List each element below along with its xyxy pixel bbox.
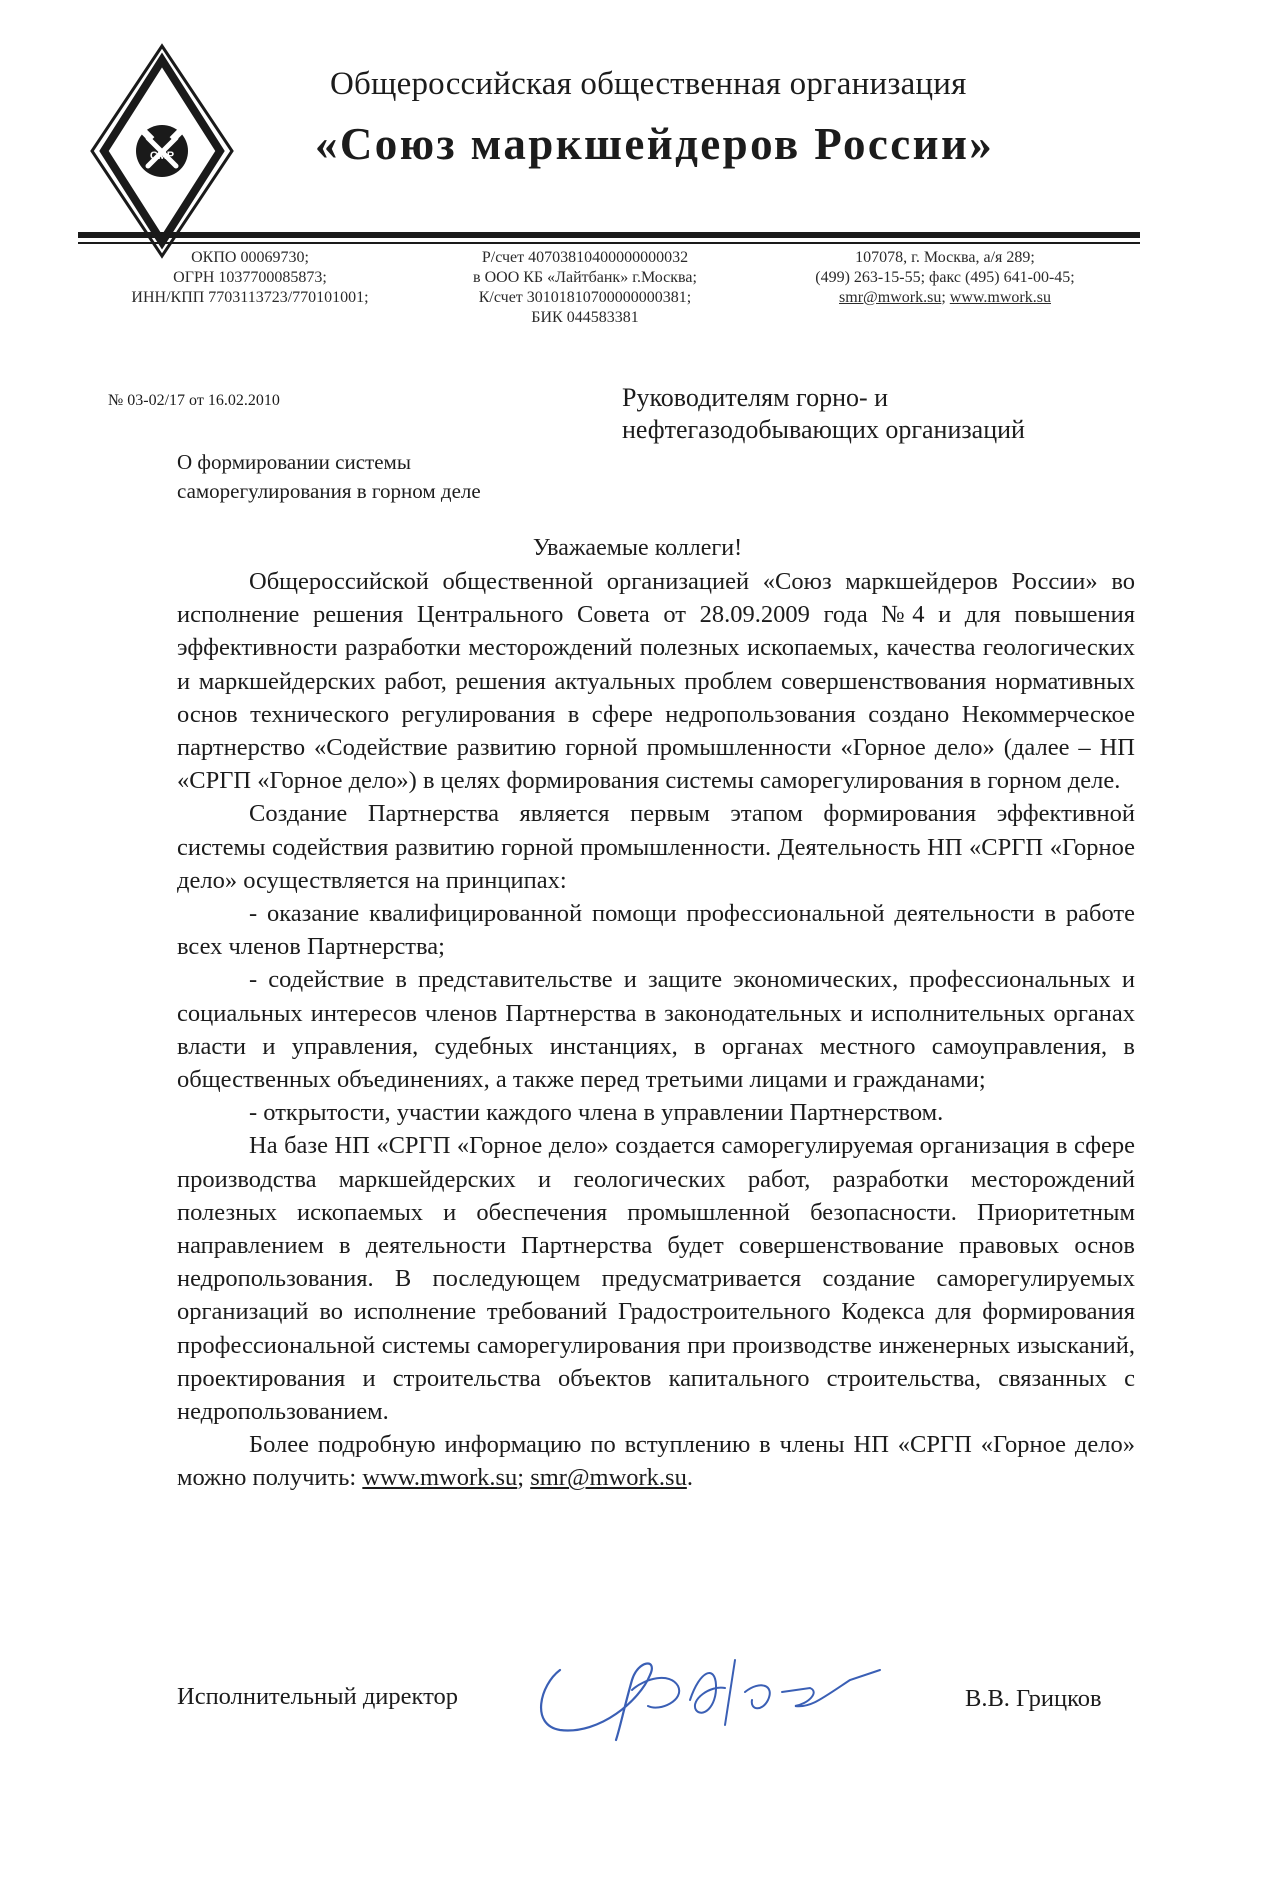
bik-code: БИК 044583381: [531, 309, 639, 326]
contact-info-text: Более подробную информацию по вступлению в члены НП «СРГП «Горное дело» можно получить:: [177, 1431, 1135, 1492]
header-divider: [78, 232, 1140, 238]
link-separator: ;: [517, 1464, 531, 1492]
website-link[interactable]: www.mwork.su: [949, 289, 1051, 306]
paragraph: Общероссийской общественной организацией «Союз маркшейдеров России» во исполнение решения Центрального Совета от 28.09.2009 года №4 и для повышения эффективности разработки месторождений полезных ископаемых, качества геологических и маркшейдерских работ, решения актуальных проблем совершенствования нормативных основ технического регулирования в сфере недропользования создано Некоммерческое партнерство «Содействие развитию горной промышленности «Горное дело» (далее – НП «СРГП «Горное дело») в целях формирования системы саморегулирования в горном деле.: [177, 568, 1135, 795]
signatory-name: В.В. Грицков: [965, 1685, 1102, 1712]
document-number: № 03-02/17 от 16.02.2010: [108, 392, 280, 409]
addressee: [622, 382, 1142, 446]
website-link-body[interactable]: www.mwork.su: [362, 1464, 518, 1492]
addressee-line: Руководителям горно- и: [622, 383, 889, 412]
organization-name: «Союз маркшейдеров России»: [315, 119, 995, 169]
requisites-bank: [440, 248, 730, 328]
requisites-contacts: [775, 248, 1115, 308]
header-divider-thin: [78, 242, 1140, 244]
organization-type: Общероссийская общественная организация: [330, 66, 967, 102]
phone-fax: (499) 263-15-55; факс (495) 641-00-45;: [815, 269, 1075, 286]
subject-line: О формировании системы: [177, 450, 411, 474]
okpo-code: ОКПО 00069730;: [191, 249, 309, 266]
sentence-end: .: [686, 1464, 693, 1492]
requisites-codes: [100, 248, 400, 308]
ogrn-code: ОГРН 1037700085873;: [173, 269, 327, 286]
email-link[interactable]: smr@mwork.su: [839, 289, 942, 306]
postal-address: 107078, г. Москва, а/я 289;: [855, 249, 1035, 266]
addressee-line: нефтегазодобывающих организаций: [622, 415, 1025, 444]
letter-body: [177, 565, 1135, 1495]
logo-monogram: СМР: [149, 150, 175, 162]
principle-item: - содействие в представительстве и защите экономических, профессиональных и социальных интересов членов Партнерства в законодательных и исполнительных органах власти и управления, судебных инстанциях, в органах местного самоуправления, в общественных объединениях, а также перед третьими лицами и гражданами;: [177, 966, 1135, 1094]
contact-links: [775, 288, 1115, 308]
organization-logo: [88, 42, 236, 260]
paragraph: На базе НП «СРГП «Горное дело» создается саморегулируемая организация в сфере производства маркшейдерских и геологических работ, разработки месторождений полезных ископаемых и обеспечения промышленной безопасности. Приоритетным направлением в деятельности Партнерства будет совершенствование правовых основ недропользования. В последующем предусматривается создание саморегулируемых организаций во исполнение требований Градостроительного Кодекса для формирования профессиональной системы саморегулирования при производстве инженерных изысканий, проектирования и строительства объектов капитального строительства, связанных с недропользованием.: [177, 1132, 1135, 1426]
greeting: Уважаемые коллеги!: [532, 535, 743, 561]
principle-item: - оказание квалифицированной помощи профессиональной деятельности в работе всех членов Партнерства;: [177, 900, 1135, 961]
inn-kpp-code: ИНН/КПП 7703113723/770101001;: [131, 289, 369, 306]
signatory-title: Исполнительный директор: [177, 1683, 459, 1710]
subject-line: саморегулирования в горном деле: [177, 479, 481, 503]
contact-separator: ;: [941, 289, 950, 306]
correspondent-account: К/счет 30101810700000000381;: [478, 289, 692, 306]
email-link-body[interactable]: smr@mwork.su: [530, 1464, 687, 1492]
paragraph: Создание Партнерства является первым этапом формирования эффективной системы содействия развитию горной промышленности. Деятельность НП «СРГП «Горное дело» осуществляется на принципах:: [177, 800, 1135, 894]
paragraph: [177, 1428, 1135, 1494]
letter-subject: [177, 448, 597, 506]
settlement-account: Р/счет 40703810400000000032: [481, 249, 689, 266]
principle-item: - открытости, участии каждого члена в управлении Партнерством.: [249, 1099, 944, 1127]
bank-name: в ООО КБ «Лайтбанк» г.Москва;: [473, 269, 697, 286]
handwritten-signature: [520, 1630, 910, 1750]
